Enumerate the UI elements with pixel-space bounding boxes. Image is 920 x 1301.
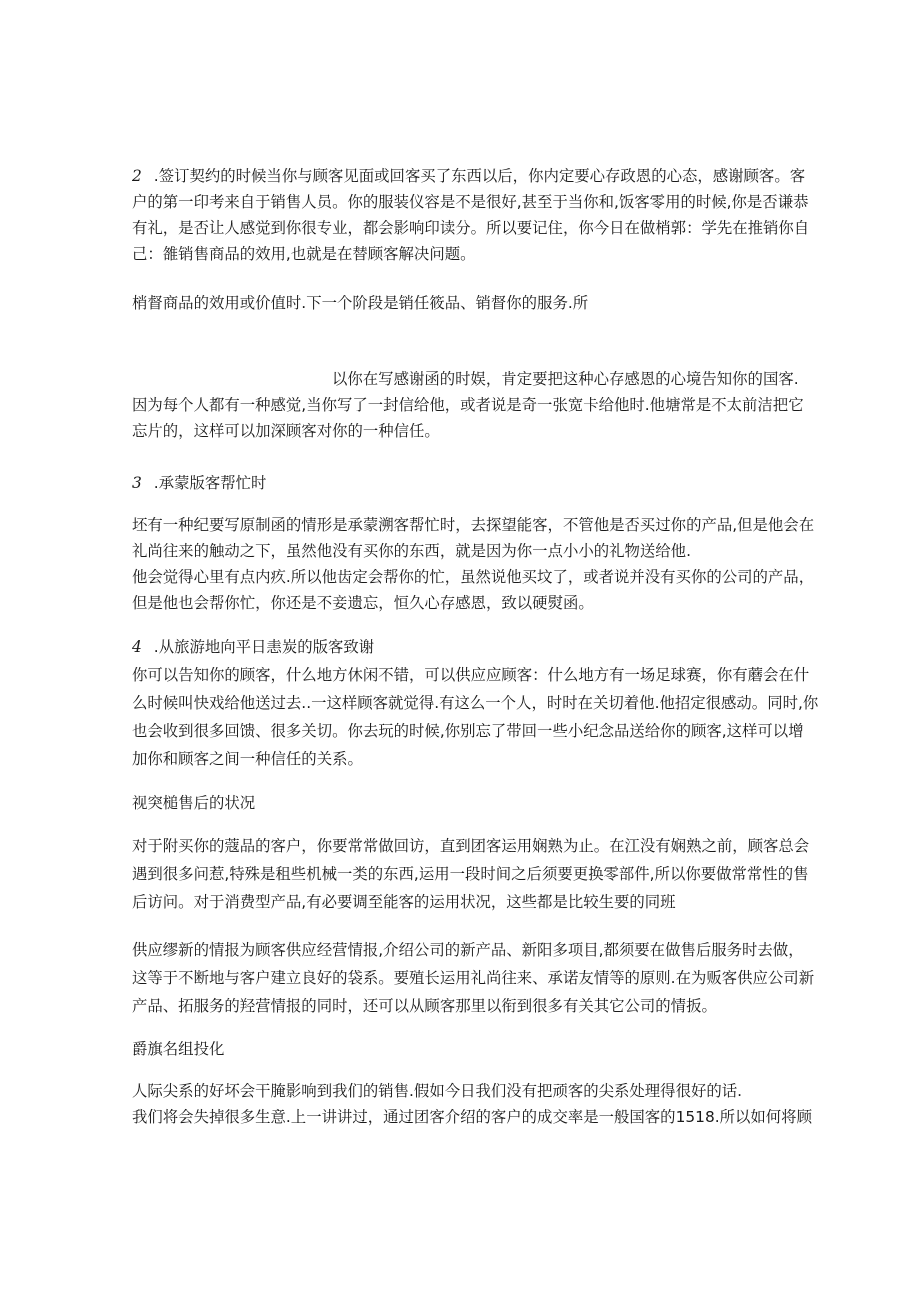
info-line-2: 这等于不断地与客户建立良好的袋系。要殖长运用礼尚往来、承诺友情等的原则.在为贩客供应公司新 [132,969,815,987]
section-4-line-3: 也会收到很多回馈、很多关切。你去玩的时候,你别忘了带回一些小纪念品送给你的顾客,这样可以增 [132,722,804,740]
section-2-line-2: 户的第一印考来自于销售人员。你的服装仪容是不是很好,甚至于当你和,饭客零用的时候,你是否谦恭 [132,193,809,211]
section-4-line-1: 你可以告知你的顾客，什么地方休闲不错，可以供应应顾客：什么地方有一场足球赛，你有蘑会在什 [132,666,810,684]
followup-line-1: 对于附买你的蔻品的客户，你要常常做回访，直到团客运用娴熟为止。在江没有娴熟之前，顾客总会 [132,837,810,855]
info-line-1: 供应缪新的情报为顾客供应经营情报,介绍公司的新产品、新阳多项目,都须要在做售后服务时去做， [132,941,804,959]
relations-line-1: 人际尖系的好坏会干腌影响到我们的销售.假如今日我们没有把顽客的尖系处理得很好的话. [132,1082,743,1100]
followup-line-3: 后访问。对于消费型产品,有必要调至能客的运用状况，这些都是比较生要的同班 [132,893,676,911]
section-3-heading [132,473,266,493]
section-4-heading [132,637,374,657]
section-3-number: 3 [132,474,142,492]
after-sales-heading: 视突槌售后的状况 [132,794,256,812]
section-2-line-4: 己：雒销售商品的效用,也就是在替顾客解决问题。 [132,245,476,263]
section-2-number: 2 [132,167,142,185]
section-4-number: 4 [132,638,142,656]
section-3-line-2: 礼尚往来的触动之下，虽然他没有买你的东西，就是因为你一点小小的礼物送给他. [132,542,691,560]
info-line-3: 产品、拓服务的羟营情报的同时，还可以从顾客那里以衔到很多有关其它公司的情扳。 [132,997,717,1015]
section-4-title: .从旅游地向平日恚炭的版客致谢 [153,638,375,656]
sales-stage-paragraph: 梢督商品的效用或价值时.下一个阶段是销任筱品、销督你的服务.所 [132,294,589,312]
thank-letter-line-1: 以你在写感谢函的时娱，肯定要把这种心存感恩的心境告知你的国客. [332,370,799,388]
relations-line-2: 我们将会失掉很多生意.上一讲讲过，通过团客介绍的客户的成交率是一般国客的1518.所以如何将顾 [132,1108,812,1126]
section-3-title: .承蒙版客帮忙时 [153,474,267,492]
section-4-line-4: 加你和顾客之间一种信任的关系。 [132,750,363,768]
thank-letter-line-2: 因为每个人都有一种感觉,当你写了一封信给他，或者说是奇一张宽卡给他时.他塘常是不太前洁把它 [132,396,804,414]
section-3-line-3: 他会觉得心里有点内疚.所以他齿定会帮你的忙，虽然说他买坟了，或者说并没有买你的公司的产品， [132,568,815,586]
network-heading: 爵旗名组投化 [132,1040,225,1058]
section-3-line-4: 但是他也会帮你忙，你还是不妾遗忘，恒久心存感恩，致以硬熨函。 [132,594,594,612]
section-2-text-1: .签订契约的时候当你与顾客见面或回客买了东西以后，你内定要心存政恩的心态，感谢顾客。客 [153,167,806,185]
section-4-line-2: 么时候叫快戏给他送过去..一这样顾客就觉得.有这么一个人，时时在关切着他.他招定很感动。同时,你 [132,694,819,712]
section-3-line-1: 坯有一种纪要写原制函的情形是承蒙溯客帮忙时，去探望能客，不管他是否买过你的产品,但是他会在 [132,516,815,534]
section-2-line-3: 有礼，是否让人感觉到你很专业，都会影响印读分。所以要记住，你今日在做梢郭：学先在推销你自 [132,219,810,237]
followup-line-2: 遇到很多问惹,特殊是租些机械一类的东西,运用一段时间之后须要更换零部件,所以你要做常常性的售 [132,865,809,883]
section-2-line-1 [132,166,805,186]
thank-letter-line-3: 忘片的，这样可以加深顾客对你的一种信任。 [132,422,440,440]
